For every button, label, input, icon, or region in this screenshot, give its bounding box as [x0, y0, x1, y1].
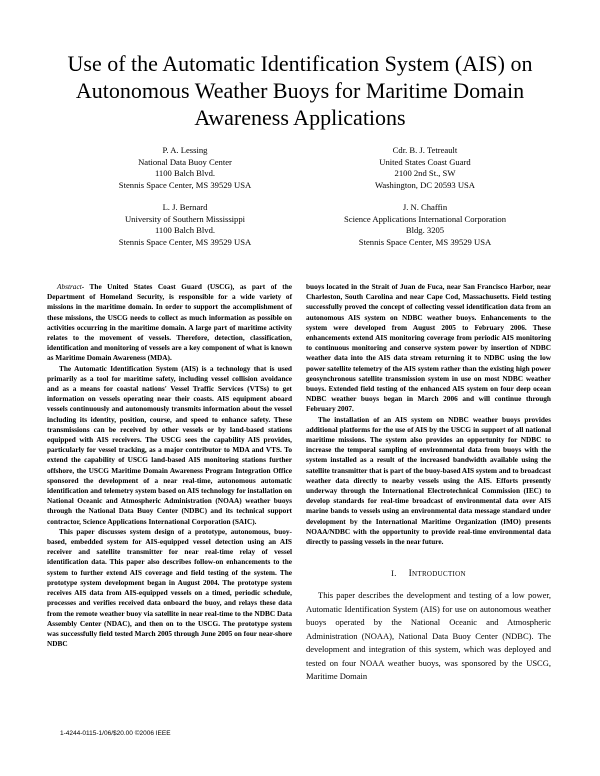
section-number: I.: [391, 569, 397, 579]
section-heading-initial: I: [408, 569, 413, 580]
author-block-bernard: [60, 202, 310, 248]
introduction-body: [306, 589, 551, 683]
author-affiliation: University of Southern Mississippi: [124, 213, 246, 224]
author-block-chaffin: [300, 202, 550, 248]
author-name: L. J. Bernard: [162, 202, 208, 212]
section-heading-rest: NTRODUCTION: [412, 570, 466, 579]
author-city: Stennis Space Center, MS 39529 USA: [358, 236, 492, 247]
abstract-paragraph-3: This paper discusses system design of a prototype, autonomous, buoy-based, embedded system for AIS-equipped vessel detection using an AIS receiver and satellite transmitter for near real-time relay of vessel identification data. This paper also describes follow-on enhancements to the system to further extend AIS coverage and field testing of the system. The prototype system development began in August 2004. The prototype system receives AIS data from AIS-equipped vessels on a timed, periodic schedule, processes and verifies received data onboard the buoy, and relays these data from the remote weather buoy via satellite in near real-time to the NDBC Data Assembly Center (NDAC), and then on to the USCG. The prototype system was successfully field tested March 2005 through June 2005 on four near-shore NDBC: [47, 526, 292, 649]
author-block-tetreault: [300, 145, 550, 191]
copyright-footer: 1-4244-0115-1/06/$20.00 ©2006 IEEE: [60, 730, 171, 737]
right-column: [306, 282, 551, 683]
paper-title: [30, 50, 570, 131]
author-city: Stennis Space Center, MS 39529 USA: [118, 179, 252, 190]
abstract-paragraph-1: [47, 282, 292, 364]
section-heading-introduction: [306, 569, 551, 579]
intro-paragraph-1: This paper describes the development and testing of a low power, Automatic Identification System (AIS) for use on autonomous weather buoys operated by the National Oceanic and Atmospheric Administration (NOAA), National Data Buoy Center (NDBC). The development and integration of this system, which was deployed and tested on four NOAA weather buoys, was sponsored by the USCG, Maritime Domain: [306, 590, 551, 681]
author-name: J. N. Chaffin: [402, 202, 448, 212]
abstract-text-1: - The United States Coast Guard (USCG), as part of the Department of Homeland Security, is responsible for a wide variety of missions in the maritime domain. In order to support the accomplishment of these missions, the USCG needs to collect as much information as possible on activities occurring in the maritime domain. A large part of maritime activity relates to the movement of vessels. Therefore, detection, classification, identification and monitoring of vessels are a key component of what is known as Maritime Domain Awareness (MDA).: [47, 282, 292, 363]
author-address: 1100 Balch Blvd.: [154, 225, 216, 236]
author-address: 2100 2nd St., SW: [394, 168, 456, 179]
left-column: [47, 282, 292, 649]
author-affiliation: United States Coast Guard: [379, 156, 471, 167]
author-address: 1100 Balch Blvd.: [154, 168, 216, 179]
author-block-lessing: [60, 145, 310, 191]
author-affiliation: Science Applications International Corporation: [343, 213, 507, 224]
title-line-1: Use of the Automatic Identification System (AIS) on: [67, 51, 533, 76]
author-address: Bldg. 3205: [405, 225, 445, 236]
author-name: P. A. Lessing: [162, 145, 208, 155]
title-line-3: Awareness Applications: [194, 105, 406, 130]
abstract-paragraph-5: The installation of an AIS system on NDBC weather buoys provides additional platforms for the use of AIS by the USCG in support of all national maritime missions. The system also provides an opportunity for NDBC to increase the temporal sampling of environmental data from buoys with the system installed as a result of the increased bandwidth available using the satellite transmitter that is part of the buoy-based AIS system and to broadcast weather data directly to nearby vessels using the AIS. Efforts presently underway through the International Electrotechnical Commission (IEC) to develop standards for real-time broadcast of environmental data over AIS marine bands to vessels using an environmental data message standard under development by the International Maritime Organization (IMO) presents NOAA/NDBC with the opportunity to provide real-time environmental data directly to passing vessels in the near future.: [306, 414, 551, 547]
title-line-2: Autonomous Weather Buoys for Maritime Domain: [75, 78, 525, 103]
author-city: Washington, DC 20593 USA: [374, 179, 476, 190]
abstract-paragraph-2: The Automatic Identification System (AIS) is a technology that is used primarily as a tool for maritime safety, including vessel collision avoidance and as a means for coastal nations' Vessel Traffic Services (VTSs) to get information on vessels operating near their coasts. AIS equipment aboard vessels continuously and autonomously transmits information about the vessel including its identity, position, course, and speed to enhance safety. These transmissions can be received by other vessels or by land-based stations equipped with AIS receivers. The USCG sees the capability AIS provides, particularly for vessel tracking, as a major contributor to MDA and VTS. To extend the capability of USCG land-based AIS monitoring stations further offshore, the USCG Maritime Domain Awareness Program Integration Office sponsored the development of a near real-time, autonomous automatic identification and telemetry system based on AIS technology for installation on National Oceanic and Atmospheric Administration (NOAA) weather buoys through the National Data Buoy Center (NDBC) and its technical support contractor, Science Applications International Corporation (SAIC).: [47, 363, 292, 526]
abstract-label: Abstract: [57, 282, 82, 291]
author-affiliation: National Data Buoy Center: [138, 156, 232, 167]
author-name: Cdr. B. J. Tetreault: [392, 145, 458, 155]
author-city: Stennis Space Center, MS 39529 USA: [118, 236, 252, 247]
abstract-paragraph-4: buoys located in the Strait of Juan de Fuca, near San Francisco Harbor, near Charleston, South Carolina and near Cape Cod, Massachusetts. Field testing successfully proved the concept of collecting vessel identification data from an autonomous AIS system on NDBC weather buoys. Enhancements to the system were developed from August 2005 to February 2006. These enhancements extend AIS monitoring coverage from periodic AIS monitoring to continuous monitoring and conserve system power by insertion of NDBC weather data into the AIS data stream returning it to NDBC using the low power satellite telemetry of the AIS system rather than the existing high power geosynchronous satellite transmission system in use on most NDBC weather buoys. Extended field testing of the enhanced AIS system on four deep ocean NDBC weather buoys began in March 2006 and will continue through February 2007.: [306, 282, 551, 414]
